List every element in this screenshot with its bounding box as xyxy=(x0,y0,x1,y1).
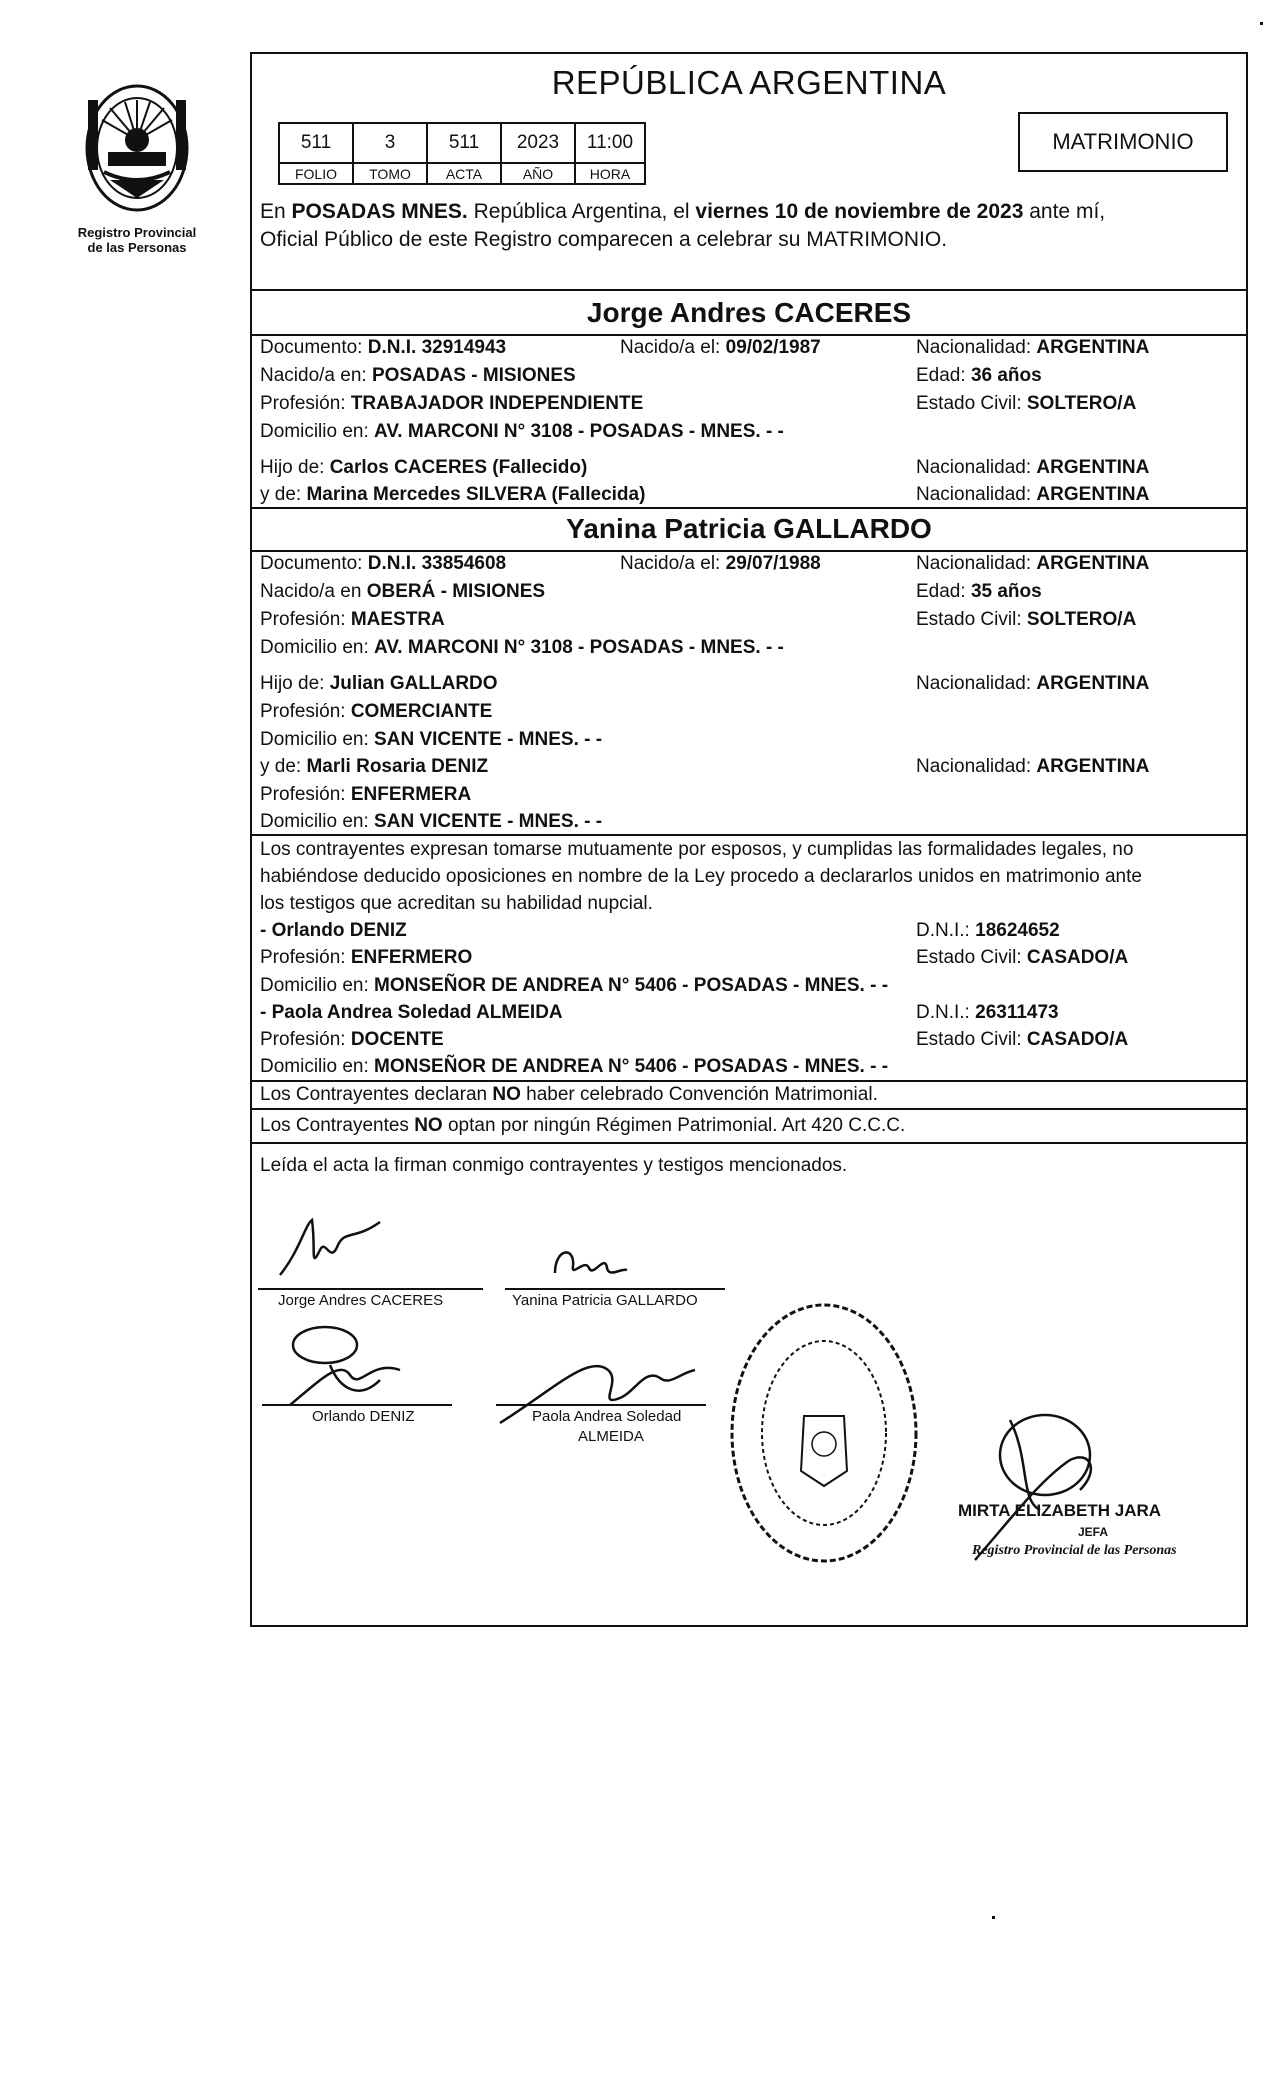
divider xyxy=(250,334,1248,336)
divider xyxy=(250,1142,1248,1144)
witness2-profession: Profesión: DOCENTE xyxy=(260,1029,444,1050)
signature-gallardo xyxy=(545,1238,635,1283)
document-title: REPÚBLICA ARGENTINA xyxy=(551,64,947,101)
spouse2-father-address: Domicilio en: SAN VICENTE - MNES. - - xyxy=(260,729,603,750)
signature-line xyxy=(496,1404,706,1406)
divider xyxy=(250,507,1248,509)
scan-dot xyxy=(1260,22,1263,25)
signature-deniz xyxy=(270,1320,410,1415)
spouse2-name: Yanina Patricia GALLARDO xyxy=(566,513,932,544)
spouse2-birthdate: Nacido/a el: 29/07/1988 xyxy=(620,553,821,574)
registry-logo xyxy=(62,80,212,270)
convention-line2: Los Contrayentes NO optan por ningún Régimen Patrimonial. Art 420 C.C.C. xyxy=(260,1115,906,1136)
spouse2-address: Domicilio en: AV. MARCONI N° 3108 - POSADAS - MNES. - - xyxy=(260,637,784,658)
official-office: Registro Provincial de las Personas xyxy=(972,1543,1177,1558)
spouse1-nationality: Nacionalidad: ARGENTINA xyxy=(916,337,1150,358)
witness1-civil-status: Estado Civil: CASADO/A xyxy=(916,947,1129,968)
intro-prefix: En xyxy=(260,200,292,223)
signature-line xyxy=(262,1404,452,1406)
spouse2-mother-nationality: Nacionalidad: ARGENTINA xyxy=(916,756,1150,777)
spouse1-profession: Profesión: TRABAJADOR INDEPENDIENTE xyxy=(260,393,644,414)
spouse2-father-nationality: Nacionalidad: ARGENTINA xyxy=(916,673,1150,694)
spouse1-name: Jorge Andres CACERES xyxy=(586,297,912,328)
intro-city: POSADAS MNES. xyxy=(291,200,468,223)
official-name: MIRTA ELIZABETH JARA xyxy=(958,1501,1162,1520)
scan-dot xyxy=(992,1916,995,1919)
anio-value: 2023 xyxy=(501,123,575,163)
logo-caption-line1: Registro Provincial xyxy=(77,225,197,240)
logo-caption xyxy=(62,225,212,255)
tomo-label: TOMO xyxy=(353,163,427,184)
spouse1-mother: y de: Marina Mercedes SILVERA (Fallecida) xyxy=(260,484,646,505)
spouse2-father: Hijo de: Julian GALLARDO xyxy=(260,673,498,694)
act-type-label: MATRIMONIO xyxy=(1052,129,1194,154)
intro-line2: Oficial Público de este Registro comparecen a celebrar su MATRIMONIO. xyxy=(260,228,948,251)
coat-of-arms-icon xyxy=(80,80,195,220)
spouse2-mother-address: Domicilio en: SAN VICENTE - MNES. - - xyxy=(260,811,603,832)
register-table xyxy=(278,122,646,185)
spouse2-birthplace: Nacido/a en OBERÁ - MISIONES xyxy=(260,581,546,602)
acta-label: ACTA xyxy=(427,163,501,184)
spouse1-address: Domicilio en: AV. MARCONI N° 3108 - POSADAS - MNES. - - xyxy=(260,421,784,442)
witness1-address: Domicilio en: MONSEÑOR DE ANDREA N° 5406 - POSADAS - MNES. - - xyxy=(260,975,889,996)
spouse2-father-profession: Profesión: COMERCIANTE xyxy=(260,701,493,722)
signature-label-gallardo: Yanina Patricia GALLARDO xyxy=(512,1292,698,1309)
spouse1-age: Edad: 36 años xyxy=(916,365,1042,386)
witness1-dni: D.N.I.: 18624652 xyxy=(916,920,1060,941)
acta-value: 511 xyxy=(427,123,501,163)
spouse1-civil-status: Estado Civil: SOLTERO/A xyxy=(916,393,1137,414)
spouse2-age: Edad: 35 años xyxy=(916,581,1042,602)
closing-text: Leída el acta la firman conmigo contrayentes y testigos mencionados. xyxy=(260,1155,848,1176)
convention-line1: Los Contrayentes declaran NO haber celebrado Convención Matrimonial. xyxy=(260,1084,878,1105)
intro-date: viernes 10 de noviembre de 2023 xyxy=(695,200,1024,223)
spouse1-father: Hijo de: Carlos CACERES (Fallecido) xyxy=(260,457,588,478)
divider xyxy=(250,1080,1248,1082)
spouse2-document: Documento: D.N.I. 33854608 xyxy=(260,553,507,574)
signature-caceres xyxy=(270,1210,390,1285)
hora-label: HORA xyxy=(575,163,645,184)
witness2-address: Domicilio en: MONSEÑOR DE ANDREA N° 5406 - POSADAS - MNES. - - xyxy=(260,1056,889,1077)
spouse2-mother-profession: Profesión: ENFERMERA xyxy=(260,784,472,805)
signature-line xyxy=(258,1288,483,1290)
spouse1-father-nationality: Nacionalidad: ARGENTINA xyxy=(916,457,1150,478)
declaration-line3: los testigos que acreditan su habilidad nupcial. xyxy=(260,893,653,914)
intro-suffix: ante mí, xyxy=(1023,200,1106,223)
witness1-profession: Profesión: ENFERMERO xyxy=(260,947,473,968)
tomo-value: 3 xyxy=(353,123,427,163)
intro-text xyxy=(260,198,1245,254)
spouse2-nationality: Nacionalidad: ARGENTINA xyxy=(916,553,1150,574)
spouse1-mother-nationality: Nacionalidad: ARGENTINA xyxy=(916,484,1150,505)
witness2-dni: D.N.I.: 26311473 xyxy=(916,1002,1059,1023)
intro-middle: República Argentina, el xyxy=(467,200,696,223)
signature-line xyxy=(505,1288,725,1290)
witness1-name: - Orlando DENIZ xyxy=(260,920,407,941)
signature-label-caceres: Jorge Andres CACERES xyxy=(278,1292,444,1309)
spouse1-document: Documento: D.N.I. 32914943 xyxy=(260,337,507,358)
declaration-line2: habiéndose deducido oposiciones en nombre de la Ley procedo a declararlos unidos en matrimonio ante xyxy=(260,866,1142,887)
divider xyxy=(250,550,1248,552)
hora-value: 11:00 xyxy=(575,123,645,163)
logo-caption-line2: de las Personas xyxy=(87,240,187,255)
folio-label: FOLIO xyxy=(279,163,353,184)
divider xyxy=(250,289,1248,291)
witness2-name: - Paola Andrea Soledad ALMEIDA xyxy=(260,1002,563,1023)
witness2-civil-status: Estado Civil: CASADO/A xyxy=(916,1029,1129,1050)
official-role: JEFA xyxy=(1078,1525,1109,1539)
spouse2-profession: Profesión: MAESTRA xyxy=(260,609,445,630)
divider xyxy=(250,1108,1248,1110)
anio-label: AÑO xyxy=(501,163,575,184)
act-type-box xyxy=(1018,112,1228,172)
signature-label-almeida-1: Paola Andrea Soledad xyxy=(532,1408,682,1425)
signature-label-almeida-2: ALMEIDA xyxy=(578,1428,644,1445)
spouse1-birthplace: Nacido/a en: POSADAS - MISIONES xyxy=(260,365,576,386)
spouse2-mother: y de: Marli Rosaria DENIZ xyxy=(260,756,489,777)
spouse2-civil-status: Estado Civil: SOLTERO/A xyxy=(916,609,1137,630)
signature-label-deniz: Orlando DENIZ xyxy=(312,1408,415,1425)
spouse1-birthdate: Nacido/a el: 09/02/1987 xyxy=(620,337,821,358)
declaration-line1: Los contrayentes expresan tomarse mutuamente por esposos, y cumplidas las formalidades legales, no xyxy=(260,839,1134,860)
folio-value: 511 xyxy=(279,123,353,163)
declaration-text xyxy=(260,836,1245,917)
official-seal-icon xyxy=(722,1296,927,1571)
